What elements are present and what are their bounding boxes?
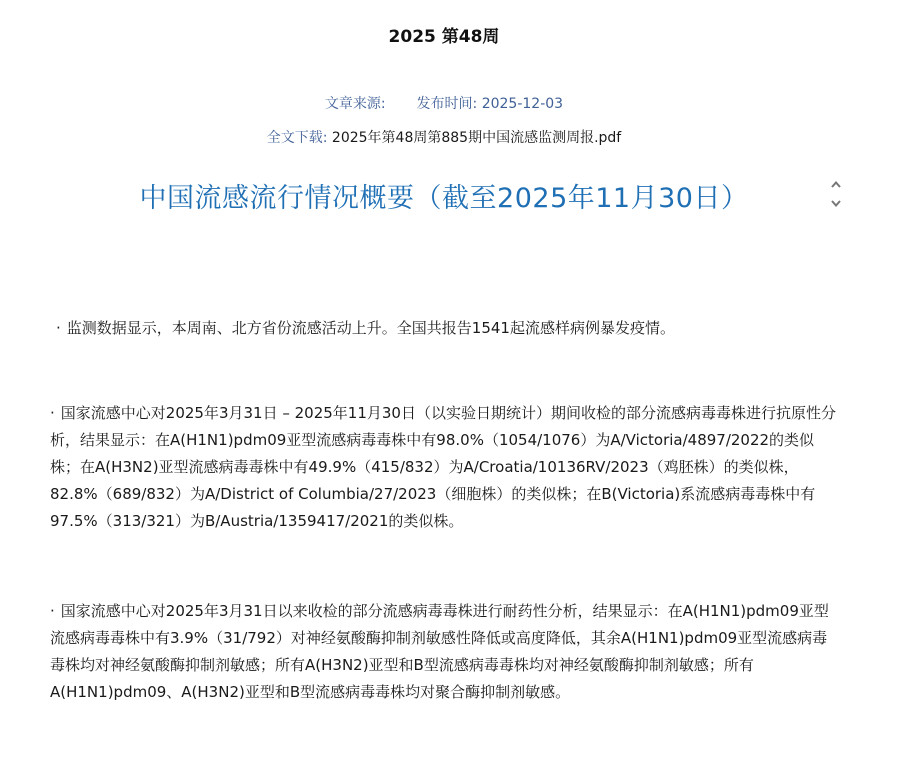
paragraph-antigenic-analysis — [50, 400, 840, 535]
article-meta — [0, 93, 888, 113]
paragraph-text: 监测数据显示，本周南、北方省份流感活动上升。全国共报告1541起流感样病例暴发疫情。 — [66, 319, 675, 337]
download-label: 全文下载: — [266, 130, 328, 146]
download-row — [0, 127, 888, 147]
download-pdf-link[interactable]: 2025年第48周第885期中国流感监测周报.pdf — [331, 130, 622, 146]
chevron-up-icon[interactable] — [831, 181, 841, 188]
bullet-mark: · — [50, 404, 55, 422]
scroll-control[interactable] — [828, 181, 844, 207]
bullet-mark: · — [50, 602, 55, 620]
bullet-mark: · — [56, 319, 61, 337]
paragraph-summary — [56, 315, 846, 342]
publish-label: 发布时间: — [416, 96, 478, 112]
article-headline: 中国流感流行情况概要（截至2025年11月30日） — [139, 183, 749, 214]
chevron-down-icon[interactable] — [831, 200, 841, 207]
page-title: 2025 第48周 — [388, 27, 500, 47]
publish-date: 2025-12-03 — [481, 96, 564, 112]
paragraph-resistance-analysis — [50, 598, 840, 706]
paragraph-text: 国家流感中心对2025年3月31日 – 2025年11月30日（以实验日期统计）期间收检的部分流感病毒毒株进行抗原性分析，结果显示：在A(H1N1)pdm09亚型流感病毒毒株中有98.0%（1054/1076）为A/Victoria/4897/2022的类似株；在A(H3N2)亚型流感病毒毒株中有49.9%（415/832）为A/Croatia/10136RV/2023（鸡胚株）的类似株，82.8%（689/832）为A/District of Columbia/27/2023（细胞株）的类似株；在B(Victoria)系流感病毒毒株中有97.5%（313/321）为B/Austria/1359417/2021的类似株。 — [50, 404, 836, 530]
paragraph-text: 国家流感中心对2025年3月31日以来收检的部分流感病毒毒株进行耐药性分析，结果显示：在A(H1N1)pdm09亚型流感病毒毒株中有3.9%（31/792）对神经氨酸酶抑制剂敏感性降低或高度降低，其余A(H1N1)pdm09亚型流感病毒毒株均对神经氨酸酶抑制剂敏感；所有A(H3N2)亚型和B型流感病毒毒株均对神经氨酸酶抑制剂敏感；所有A(H1N1)pdm09、A(H3N2)亚型和B型流感病毒毒株均对聚合酶抑制剂敏感。 — [50, 602, 829, 701]
source-label: 文章来源: — [324, 96, 386, 112]
